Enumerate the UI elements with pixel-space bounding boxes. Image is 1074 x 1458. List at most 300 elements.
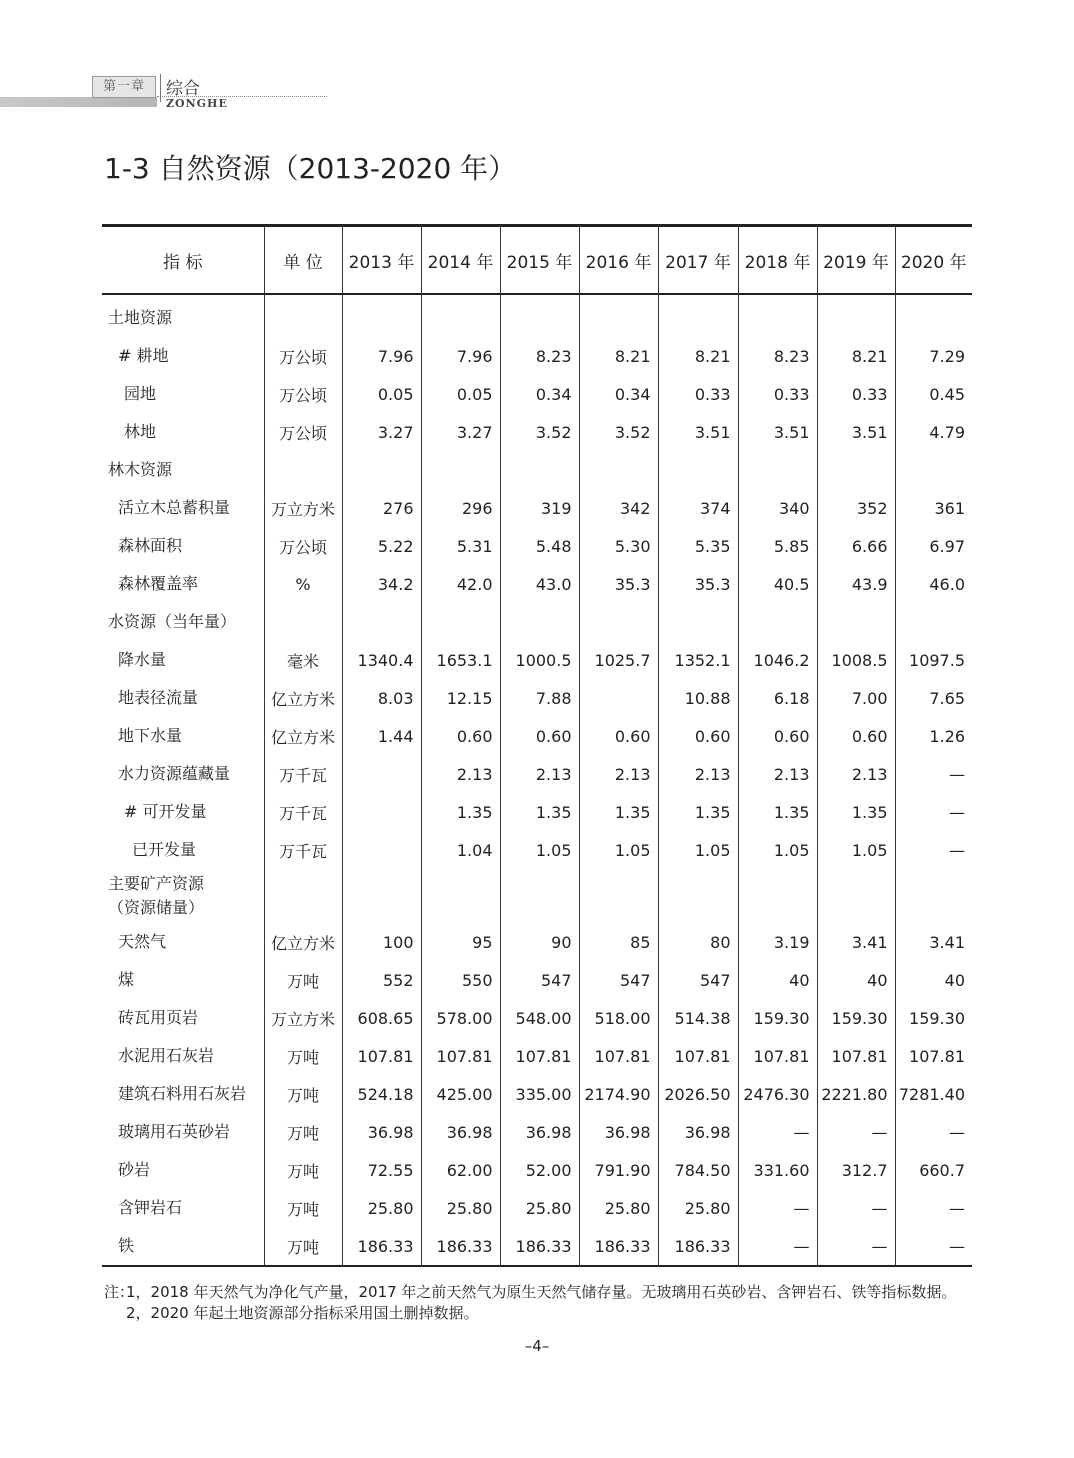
table-row — [102, 603, 972, 641]
indicator-cell — [102, 1075, 264, 1113]
table-row — [102, 294, 972, 337]
value-cell: 159.30 — [817, 999, 895, 1037]
value-cell: 1.05 — [579, 831, 658, 869]
indicator-label: 林地 — [124, 422, 157, 441]
value-cell: 7.96 — [342, 337, 421, 375]
value-cell: 276 — [342, 489, 421, 527]
value-cell: 36.98 — [658, 1113, 738, 1151]
indicator-label: 森林面积 — [118, 536, 183, 555]
value-cell: 8.03 — [342, 679, 421, 717]
value-cell: 36.98 — [500, 1113, 579, 1151]
value-cell: 40 — [738, 961, 817, 999]
value-cell: 0.60 — [421, 717, 500, 755]
value-cell — [658, 451, 738, 489]
value-cell: 1.26 — [895, 717, 972, 755]
table-row — [102, 831, 972, 869]
value-cell: 342 — [579, 489, 658, 527]
indicator-cell — [102, 603, 264, 641]
unit-cell: 万千瓦 — [264, 831, 342, 869]
table-row — [102, 679, 972, 717]
table-row — [102, 717, 972, 755]
indicator-cell — [102, 999, 264, 1037]
value-cell: 340 — [738, 489, 817, 527]
page-number: –4– — [524, 1337, 550, 1355]
indicator-cell — [102, 1037, 264, 1075]
indicator-label: 活立木总蓄积量 — [118, 498, 231, 517]
value-cell — [895, 451, 972, 489]
value-cell: 25.80 — [500, 1189, 579, 1227]
value-cell — [817, 603, 895, 641]
value-cell — [342, 294, 421, 337]
indicator-cell — [102, 641, 264, 679]
value-cell: 319 — [500, 489, 579, 527]
table-row — [102, 923, 972, 961]
value-cell: 5.30 — [579, 527, 658, 565]
value-cell: 35.3 — [579, 565, 658, 603]
table-row — [102, 451, 972, 489]
value-cell — [579, 869, 658, 923]
value-cell: 107.81 — [658, 1037, 738, 1075]
value-cell: 296 — [421, 489, 500, 527]
value-cell: 186.33 — [500, 1227, 579, 1266]
header-year: 2016 年 — [579, 226, 658, 295]
value-cell — [421, 294, 500, 337]
value-cell: 1.35 — [738, 793, 817, 831]
value-cell: 0.60 — [738, 717, 817, 755]
value-cell: — — [817, 1189, 895, 1227]
indicator-cell — [102, 923, 264, 961]
value-cell: 95 — [421, 923, 500, 961]
unit-cell: 万吨 — [264, 1189, 342, 1227]
chapter-divider — [160, 74, 161, 102]
value-cell: 46.0 — [895, 565, 972, 603]
value-cell: 107.81 — [817, 1037, 895, 1075]
value-cell — [658, 294, 738, 337]
value-cell: 8.21 — [817, 337, 895, 375]
value-cell: 7.65 — [895, 679, 972, 717]
indicator-label: # 耕地 — [118, 346, 169, 365]
value-cell: 107.81 — [342, 1037, 421, 1075]
value-cell: 3.52 — [579, 413, 658, 451]
indicator-label: 森林覆盖率 — [118, 574, 199, 593]
unit-cell — [264, 451, 342, 489]
value-cell: 0.45 — [895, 375, 972, 413]
unit-cell: 万立方米 — [264, 489, 342, 527]
value-cell: 8.21 — [579, 337, 658, 375]
value-cell — [738, 451, 817, 489]
value-cell: 374 — [658, 489, 738, 527]
table-row — [102, 527, 972, 565]
unit-cell: 亿立方米 — [264, 923, 342, 961]
unit-cell — [264, 603, 342, 641]
value-cell: 2.13 — [817, 755, 895, 793]
indicator-cell — [102, 565, 264, 603]
value-cell: 107.81 — [738, 1037, 817, 1075]
value-cell: 36.98 — [421, 1113, 500, 1151]
value-cell: — — [895, 1113, 972, 1151]
value-cell: 186.33 — [579, 1227, 658, 1266]
value-cell: 8.23 — [738, 337, 817, 375]
value-cell — [500, 869, 579, 923]
indicator-label: 煤 — [118, 970, 135, 989]
value-cell: 0.60 — [500, 717, 579, 755]
value-cell: 80 — [658, 923, 738, 961]
header-decor-bar — [0, 97, 157, 107]
value-cell — [500, 603, 579, 641]
value-cell: 2221.80 — [817, 1075, 895, 1113]
footnote-text: 2，2020 年起土地资源部分指标采用国土删掉数据。 — [126, 1304, 479, 1322]
table-row — [102, 1075, 972, 1113]
value-cell: 0.60 — [658, 717, 738, 755]
value-cell: 107.81 — [895, 1037, 972, 1075]
value-cell: 2.13 — [738, 755, 817, 793]
table-header-row — [102, 226, 972, 295]
value-cell: 784.50 — [658, 1151, 738, 1189]
value-cell: 0.33 — [658, 375, 738, 413]
indicator-label: 水资源（当年量） — [108, 612, 237, 631]
value-cell: 1352.1 — [658, 641, 738, 679]
indicator-cell — [102, 375, 264, 413]
value-cell: 25.80 — [658, 1189, 738, 1227]
value-cell: 7.29 — [895, 337, 972, 375]
indicator-label: 玻璃用石英砂岩 — [118, 1122, 231, 1141]
table-row — [102, 755, 972, 793]
value-cell: 2.13 — [500, 755, 579, 793]
value-cell: 3.27 — [421, 413, 500, 451]
unit-cell: 万立方米 — [264, 999, 342, 1037]
footnotes — [104, 1282, 984, 1324]
value-cell — [895, 869, 972, 923]
value-cell: 43.9 — [817, 565, 895, 603]
value-cell: 6.97 — [895, 527, 972, 565]
table-row — [102, 641, 972, 679]
value-cell — [342, 451, 421, 489]
value-cell — [817, 294, 895, 337]
value-cell: 1.44 — [342, 717, 421, 755]
table-row — [102, 1037, 972, 1075]
indicator-cell — [102, 717, 264, 755]
value-cell: 1653.1 — [421, 641, 500, 679]
value-cell: 159.30 — [895, 999, 972, 1037]
indicator-label: 建筑石料用石灰岩 — [118, 1084, 247, 1103]
value-cell: 6.18 — [738, 679, 817, 717]
unit-cell: 万吨 — [264, 1227, 342, 1266]
value-cell: 5.85 — [738, 527, 817, 565]
value-cell — [738, 294, 817, 337]
unit-cell — [264, 869, 342, 923]
value-cell: 100 — [342, 923, 421, 961]
value-cell: 578.00 — [421, 999, 500, 1037]
value-cell — [342, 755, 421, 793]
unit-cell: 万公顷 — [264, 337, 342, 375]
value-cell: 3.51 — [817, 413, 895, 451]
value-cell: 2.13 — [658, 755, 738, 793]
header-year: 2020 年 — [895, 226, 972, 295]
value-cell: — — [817, 1227, 895, 1266]
unit-cell: 万吨 — [264, 1075, 342, 1113]
indicator-cell — [102, 451, 264, 489]
table-row — [102, 413, 972, 451]
value-cell — [738, 869, 817, 923]
value-cell — [579, 603, 658, 641]
value-cell: 25.80 — [342, 1189, 421, 1227]
value-cell — [579, 451, 658, 489]
value-cell: 660.7 — [895, 1151, 972, 1189]
value-cell: — — [738, 1113, 817, 1151]
value-cell: — — [738, 1189, 817, 1227]
header-year: 2013 年 — [342, 226, 421, 295]
value-cell: 3.19 — [738, 923, 817, 961]
unit-cell: 毫米 — [264, 641, 342, 679]
indicator-cell — [102, 1113, 264, 1151]
value-cell: 547 — [500, 961, 579, 999]
value-cell: 518.00 — [579, 999, 658, 1037]
value-cell: 34.2 — [342, 565, 421, 603]
value-cell: 40.5 — [738, 565, 817, 603]
value-cell: 550 — [421, 961, 500, 999]
value-cell: 1025.7 — [579, 641, 658, 679]
value-cell — [658, 603, 738, 641]
unit-cell: % — [264, 565, 342, 603]
value-cell: 1008.5 — [817, 641, 895, 679]
indicator-cell — [102, 679, 264, 717]
value-cell: 107.81 — [579, 1037, 658, 1075]
value-cell — [895, 603, 972, 641]
value-cell: 3.41 — [895, 923, 972, 961]
value-cell: 1.35 — [579, 793, 658, 831]
table-row — [102, 793, 972, 831]
value-cell: 608.65 — [342, 999, 421, 1037]
value-cell: 547 — [579, 961, 658, 999]
table-row — [102, 1151, 972, 1189]
indicator-cell — [102, 337, 264, 375]
chapter-title: 综合 — [166, 79, 200, 99]
value-cell: 0.34 — [579, 375, 658, 413]
value-cell: 335.00 — [500, 1075, 579, 1113]
table-row — [102, 869, 972, 923]
value-cell — [342, 869, 421, 923]
value-cell: 8.21 — [658, 337, 738, 375]
value-cell: 0.05 — [421, 375, 500, 413]
value-cell: — — [738, 1227, 817, 1266]
table-row — [102, 375, 972, 413]
value-cell: 72.55 — [342, 1151, 421, 1189]
indicator-label: 降水量 — [118, 650, 167, 669]
value-cell: 7281.40 — [895, 1075, 972, 1113]
value-cell: 159.30 — [738, 999, 817, 1037]
header-year: 2018 年 — [738, 226, 817, 295]
value-cell: 352 — [817, 489, 895, 527]
indicator-label: 已开发量 — [132, 840, 197, 859]
unit-cell: 万吨 — [264, 1113, 342, 1151]
value-cell: 547 — [658, 961, 738, 999]
value-cell — [342, 831, 421, 869]
indicator-cell — [102, 869, 264, 923]
indicator-label: # 可开发量 — [124, 802, 207, 821]
indicator-cell — [102, 831, 264, 869]
value-cell: — — [895, 1227, 972, 1266]
indicator-label: 砂岩 — [118, 1160, 151, 1179]
indicator-label: 土地资源 — [108, 308, 173, 327]
header-year: 2019 年 — [817, 226, 895, 295]
value-cell — [421, 869, 500, 923]
indicator-cell — [102, 1151, 264, 1189]
value-cell — [421, 603, 500, 641]
value-cell — [500, 451, 579, 489]
header-year: 2017 年 — [658, 226, 738, 295]
value-cell: 107.81 — [500, 1037, 579, 1075]
value-cell: 25.80 — [421, 1189, 500, 1227]
value-cell: 3.51 — [658, 413, 738, 451]
unit-cell: 亿立方米 — [264, 717, 342, 755]
indicator-label: 主要矿产资源 — [108, 874, 205, 893]
value-cell: 4.79 — [895, 413, 972, 451]
indicator-cell — [102, 527, 264, 565]
value-cell: 42.0 — [421, 565, 500, 603]
value-cell: 3.41 — [817, 923, 895, 961]
header-year: 2014 年 — [421, 226, 500, 295]
value-cell: 52.00 — [500, 1151, 579, 1189]
indicator-label: 水泥用石灰岩 — [118, 1046, 215, 1065]
table-row — [102, 489, 972, 527]
value-cell: 2026.50 — [658, 1075, 738, 1113]
footnote-2 — [104, 1303, 984, 1324]
unit-cell: 万吨 — [264, 1037, 342, 1075]
unit-cell: 万公顷 — [264, 527, 342, 565]
unit-cell — [264, 294, 342, 337]
table-row — [102, 337, 972, 375]
value-cell: 186.33 — [342, 1227, 421, 1266]
indicator-label: 地下水量 — [118, 726, 183, 745]
natural-resources-table — [102, 224, 972, 1267]
indicator-cell — [102, 1189, 264, 1227]
value-cell: 25.80 — [579, 1189, 658, 1227]
value-cell: 40 — [895, 961, 972, 999]
indicator-label: 水力资源蕴藏量 — [118, 764, 231, 783]
value-cell: 186.33 — [421, 1227, 500, 1266]
value-cell: 7.96 — [421, 337, 500, 375]
value-cell: — — [817, 1113, 895, 1151]
value-cell — [342, 793, 421, 831]
unit-cell: 亿立方米 — [264, 679, 342, 717]
value-cell: 36.98 — [579, 1113, 658, 1151]
value-cell: 85 — [579, 923, 658, 961]
value-cell: 1.04 — [421, 831, 500, 869]
value-cell: 514.38 — [658, 999, 738, 1037]
value-cell: 331.60 — [738, 1151, 817, 1189]
indicator-label: 地表径流量 — [118, 688, 199, 707]
table-row — [102, 565, 972, 603]
value-cell — [342, 603, 421, 641]
value-cell — [658, 869, 738, 923]
value-cell: 1.05 — [500, 831, 579, 869]
value-cell: 35.3 — [658, 565, 738, 603]
value-cell: 36.98 — [342, 1113, 421, 1151]
value-cell — [421, 451, 500, 489]
indicator-cell — [102, 294, 264, 337]
value-cell: 1.05 — [738, 831, 817, 869]
value-cell: 40 — [817, 961, 895, 999]
value-cell — [579, 294, 658, 337]
value-cell: 62.00 — [421, 1151, 500, 1189]
table-row — [102, 1113, 972, 1151]
value-cell: 0.05 — [342, 375, 421, 413]
value-cell: 1.35 — [658, 793, 738, 831]
value-cell: 5.22 — [342, 527, 421, 565]
indicator-label: 园地 — [124, 384, 157, 403]
value-cell — [817, 869, 895, 923]
value-cell: 0.60 — [579, 717, 658, 755]
indicator-label: （资源储量） — [108, 898, 205, 917]
value-cell: 186.33 — [658, 1227, 738, 1266]
value-cell: 2.13 — [421, 755, 500, 793]
indicator-label: 铁 — [118, 1236, 135, 1255]
value-cell: 0.33 — [817, 375, 895, 413]
value-cell: 5.48 — [500, 527, 579, 565]
value-cell: 107.81 — [421, 1037, 500, 1075]
indicator-cell — [102, 755, 264, 793]
value-cell — [817, 451, 895, 489]
value-cell: 1.05 — [817, 831, 895, 869]
value-cell: 2.13 — [579, 755, 658, 793]
value-cell: 2174.90 — [579, 1075, 658, 1113]
value-cell: 1.35 — [421, 793, 500, 831]
value-cell: 548.00 — [500, 999, 579, 1037]
value-cell — [579, 679, 658, 717]
table-row — [102, 961, 972, 999]
indicator-cell — [102, 1227, 264, 1266]
value-cell: 7.00 — [817, 679, 895, 717]
value-cell: 10.88 — [658, 679, 738, 717]
unit-cell: 万公顷 — [264, 413, 342, 451]
value-cell: — — [895, 793, 972, 831]
header-year: 2015 年 — [500, 226, 579, 295]
value-cell: 2476.30 — [738, 1075, 817, 1113]
value-cell: — — [895, 831, 972, 869]
value-cell: — — [895, 755, 972, 793]
value-cell: 1046.2 — [738, 641, 817, 679]
value-cell: 3.27 — [342, 413, 421, 451]
value-cell — [895, 294, 972, 337]
value-cell: 90 — [500, 923, 579, 961]
indicator-cell — [102, 413, 264, 451]
header-indicator: 指 标 — [102, 226, 264, 295]
indicator-cell — [102, 489, 264, 527]
indicator-label: 砖瓦用页岩 — [118, 1008, 199, 1027]
value-cell: 43.0 — [500, 565, 579, 603]
unit-cell: 万吨 — [264, 961, 342, 999]
value-cell: 0.33 — [738, 375, 817, 413]
value-cell: 1097.5 — [895, 641, 972, 679]
value-cell: 1340.4 — [342, 641, 421, 679]
value-cell: 425.00 — [421, 1075, 500, 1113]
value-cell — [500, 294, 579, 337]
indicator-label: 含钾岩石 — [118, 1198, 183, 1217]
value-cell: 7.88 — [500, 679, 579, 717]
footnote-text: 1，2018 年天然气为净化气产量，2017 年之前天然气为原生天然气储存量。无玻璃用石英砂岩、含钾岩石、铁等指标数据。 — [126, 1283, 957, 1301]
unit-cell: 万吨 — [264, 1151, 342, 1189]
value-cell: 5.31 — [421, 527, 500, 565]
value-cell: 361 — [895, 489, 972, 527]
unit-cell: 万千瓦 — [264, 793, 342, 831]
table-row — [102, 999, 972, 1037]
table-body — [102, 294, 972, 1266]
header-unit: 单 位 — [264, 226, 342, 295]
value-cell: 552 — [342, 961, 421, 999]
value-cell: 12.15 — [421, 679, 500, 717]
chapter-tag: 第一章 — [92, 76, 156, 98]
value-cell: 5.35 — [658, 527, 738, 565]
